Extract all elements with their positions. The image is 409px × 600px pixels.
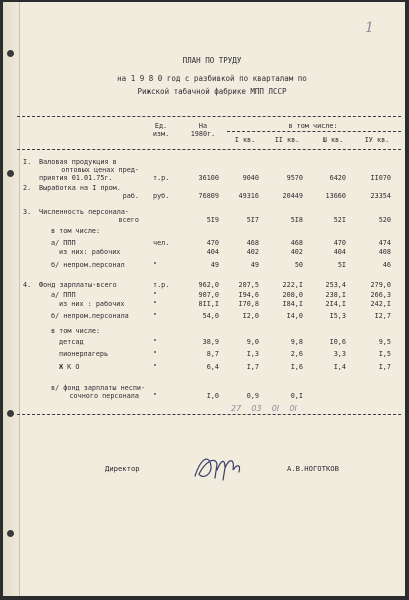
row-unit: "	[153, 312, 158, 320]
value-q1: 207,5	[238, 281, 259, 289]
row-unit: "	[153, 350, 158, 358]
value-total: 404	[206, 248, 219, 256]
value-total: 8II,I	[198, 300, 219, 308]
value-total: 38,9	[202, 338, 219, 346]
row-unit: "	[153, 338, 158, 346]
row-number: 4.	[23, 281, 32, 289]
value-q1: 0,9	[246, 392, 259, 400]
row-unit: "	[153, 291, 158, 299]
pencil-marks: 27 03 0I 0I	[231, 404, 297, 413]
value-q4: 9,5	[378, 338, 391, 346]
value-q4: 23354	[370, 192, 391, 200]
row-label: сочного персонала	[69, 392, 139, 400]
row-label: в том числе:	[51, 327, 101, 335]
row-label: Численность персонала-	[39, 208, 130, 216]
row-label: из них: рабочих	[59, 248, 121, 256]
row-label: б/ непром.персонала	[51, 312, 129, 320]
value-q3: 6420	[329, 174, 346, 182]
value-q3: 253,4	[325, 281, 346, 289]
value-q3: 238,I	[325, 291, 346, 299]
corner-page-mark: 1	[365, 20, 374, 36]
row-label: в/ фонд зарплаты неспи-	[51, 384, 146, 392]
value-total: 5I9	[206, 216, 219, 224]
doc-title: ПЛАН ПО ТРУДУ	[182, 56, 242, 65]
value-q3: I0,6	[329, 338, 346, 346]
value-q4: I,7	[378, 363, 391, 371]
row-label: в том числе:	[51, 227, 101, 235]
value-q1: I70,8	[238, 300, 259, 308]
punch-hole	[7, 170, 14, 177]
value-total: 470	[206, 239, 219, 247]
value-q2: 208,0	[282, 291, 303, 299]
value-q4: 520	[378, 216, 391, 224]
header-q3: Ш кв.	[322, 136, 344, 144]
value-q4: I,5	[378, 350, 391, 358]
row-unit: "	[153, 261, 158, 269]
value-q2: 50	[294, 261, 303, 269]
value-total: 6,4	[206, 363, 219, 371]
row-label: всего	[118, 216, 139, 224]
value-q3: I5,3	[329, 312, 346, 320]
row-label: Валовая продукция в	[39, 158, 117, 166]
row-label: Выработка на I пром.	[39, 184, 121, 192]
value-q2: I84,I	[282, 300, 303, 308]
value-q1: I94,6	[238, 291, 259, 299]
value-total: 8,7	[206, 350, 219, 358]
row-unit: "	[153, 363, 158, 371]
value-q4: II070	[370, 174, 391, 182]
value-q3: 52I	[333, 216, 346, 224]
value-q1: I,7	[246, 363, 259, 371]
header-total: На	[198, 122, 208, 130]
value-q2: 2,6	[290, 350, 303, 358]
value-q1: 9,0	[246, 338, 259, 346]
value-q3: 470	[333, 239, 346, 247]
punch-hole	[7, 530, 14, 537]
header-rule	[227, 131, 401, 132]
value-q1: I,3	[246, 350, 259, 358]
value-q3: 13660	[325, 192, 346, 200]
value-q1: 402	[246, 248, 259, 256]
row-label: Ж К О	[59, 363, 80, 371]
row-unit: чел.	[153, 239, 170, 247]
value-q2: 5I8	[290, 216, 303, 224]
punch-hole	[7, 410, 14, 417]
binder-edge	[3, 2, 20, 596]
value-total: 49	[210, 261, 219, 269]
row-unit: т.р.	[153, 281, 170, 289]
value-total: I,0	[206, 392, 219, 400]
header-including: в том числе:	[288, 122, 338, 130]
row-label: оптовых ценах пред-	[61, 166, 139, 174]
value-q1: 49	[250, 261, 259, 269]
value-q2: 222,I	[282, 281, 303, 289]
row-label: детсад	[59, 338, 84, 346]
row-label: а/ ППП	[51, 291, 76, 299]
punch-hole	[7, 50, 14, 57]
row-number: 3.	[23, 208, 32, 216]
doc-organization: Рижской табачной фабрике МПП ЛССР	[137, 87, 287, 96]
value-q3: 404	[333, 248, 346, 256]
row-unit: "	[153, 300, 158, 308]
row-unit: "	[153, 392, 158, 400]
row-label: б/ непром.персонал	[51, 261, 125, 269]
handwritten-signature	[191, 450, 243, 484]
value-q3: 2I4,I	[325, 300, 346, 308]
value-q1: I2,0	[242, 312, 259, 320]
value-total: 962,0	[198, 281, 219, 289]
value-q4: 474	[378, 239, 391, 247]
value-q2: 20449	[282, 192, 303, 200]
row-number: 2.	[23, 184, 32, 192]
row-label: раб.	[122, 192, 139, 200]
header-q1: I кв.	[234, 136, 256, 144]
header-unit: Ед.	[154, 122, 168, 130]
value-q2: I4,0	[286, 312, 303, 320]
value-total: 36100	[198, 174, 219, 182]
value-q2: 468	[290, 239, 303, 247]
signatory-role: Директор	[105, 464, 140, 473]
value-q2: 0,I	[290, 392, 303, 400]
header-unit-2: изм.	[152, 130, 170, 138]
header-q2: II кв.	[274, 136, 300, 144]
value-q2: I,6	[290, 363, 303, 371]
document-sheet	[3, 2, 405, 596]
table-rule-top	[17, 116, 401, 117]
value-q1: 5I7	[246, 216, 259, 224]
row-label: из них : рабочих	[59, 300, 125, 308]
value-q1: 9040	[242, 174, 259, 182]
value-q3: 5I	[337, 261, 346, 269]
header-total-2: 1980г.	[190, 130, 216, 138]
row-label: пионерлагерь	[59, 350, 109, 358]
table-rule-header	[17, 149, 401, 150]
value-q1: 49316	[238, 192, 259, 200]
signatory-name: А.В.НОГОТКОВ	[287, 464, 339, 473]
value-q3: 3,3	[333, 350, 346, 358]
row-label: приятия 01.01.75г.	[39, 174, 113, 182]
value-total: 54,0	[202, 312, 219, 320]
value-q3: I,4	[333, 363, 346, 371]
value-q2: 402	[290, 248, 303, 256]
value-q4: 46	[382, 261, 391, 269]
table-rule-bottom	[17, 414, 401, 415]
row-label: а/ ППП	[51, 239, 76, 247]
value-q4: 242,I	[370, 300, 391, 308]
value-q2: 9,8	[290, 338, 303, 346]
value-q2: 9570	[286, 174, 303, 182]
row-unit: руб.	[153, 192, 170, 200]
doc-subtitle: на 1 9 8 0 год с разбивкой по кварталам по	[117, 74, 307, 83]
value-total: 907,0	[198, 291, 219, 299]
row-number: I.	[23, 158, 32, 166]
value-total: 76809	[198, 192, 219, 200]
value-q4: 279,0	[370, 281, 391, 289]
value-q4: 408	[378, 248, 391, 256]
header-q4: IУ кв.	[364, 136, 390, 144]
value-q4: 266,3	[370, 291, 391, 299]
row-unit: т.р.	[153, 174, 170, 182]
row-label: Фонд зарплаты-всего	[39, 281, 117, 289]
value-q4: I2,7	[374, 312, 391, 320]
value-q1: 468	[246, 239, 259, 247]
